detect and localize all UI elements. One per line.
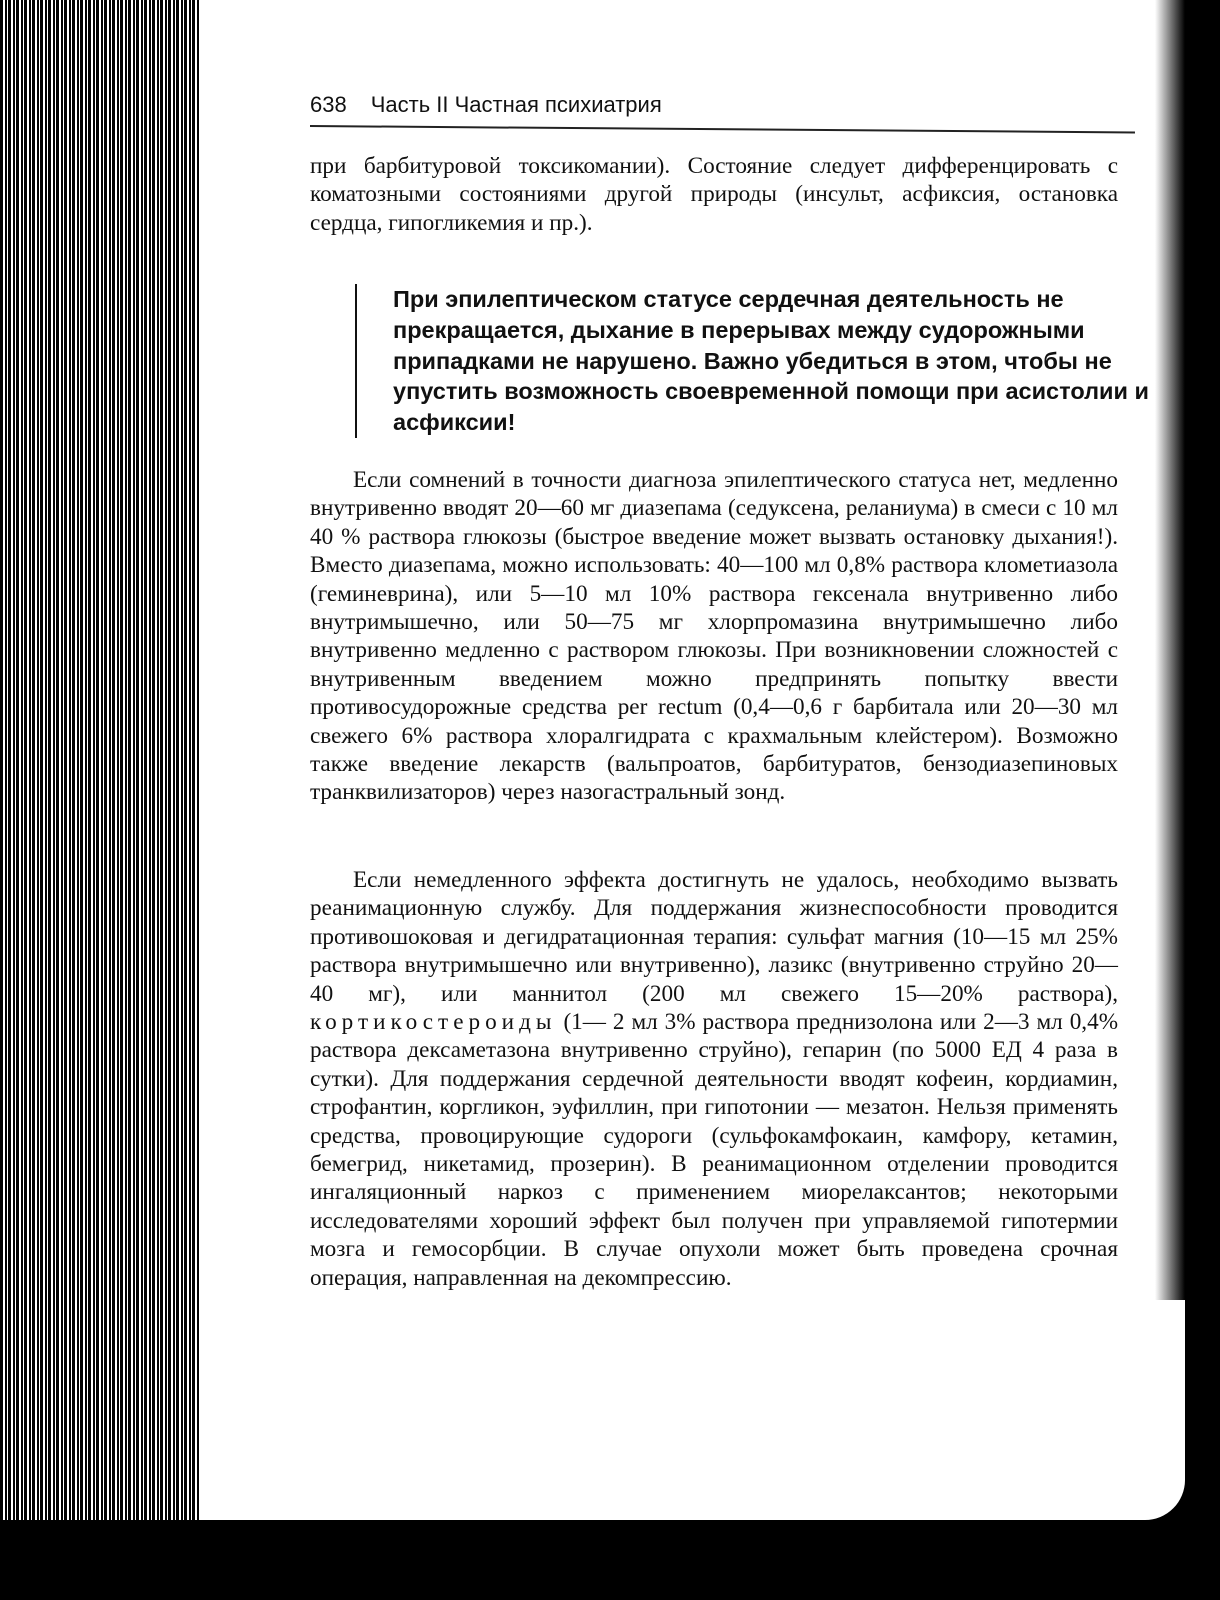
paragraph-continuation: при барбитуровой токсикомании). Состояние следует дифференцировать с коматозными состояниями другой природы (инсульт, асфиксия, остановка сердца, гипогликемия и пр.). — [310, 153, 1118, 236]
page-number: 638 — [310, 92, 347, 117]
paragraph-1: Если сомнений в точности диагноза эпилептического статуса нет, медленно внутривенно вводят 20—60 мг диазепама (седуксена, реланиума) в смеси с 10 мл 40 % раствора глюкозы (быстрое введение может вызвать остановку дыхания!). Вместо диазепама, можно использовать: 40—100 мл 0,8% раствора клометиазола (геминеврина), или 5—10 мл 10% раствора гексенала внутривенно либо внутримышечно, или 50—75 мг хлорпромазина внутримышечно либо внутривенно медленно с раствором глюкозы. При возникновении сложностей с внутривенным введением можно предпринять попытку ввести противосудорожные средства per rectum (0,4—0,6 г барбитала или 20—30 мл свежего 6% раствора хлоралгидрата с крахмальным клейстером). Возможно также введение лекарств (вальпроатов, барбитуратов, бензодиазепиновых транквилизаторов) через назогастральный зонд. — [310, 467, 1118, 806]
section-title: Часть II Частная психиатрия — [370, 92, 662, 117]
paragraph-2 — [310, 866, 1118, 1292]
running-header — [310, 92, 1070, 118]
header-rule — [310, 125, 1135, 133]
emphasis-term: кортикостероиды — [310, 1009, 557, 1036]
callout-text: При эпилептическом статусе сердечная деятельность не прекращается, дыхание в перерывах между судорожными припадками не нарушено. Важно убедиться в этом, чтобы не упустить возможность своевременной помощи при асистолии и асфиксии! — [393, 286, 1149, 436]
callout-box — [355, 284, 1153, 438]
page-curl-shadow — [1135, 0, 1185, 1300]
book-page — [200, 0, 1185, 1520]
book-page-edges — [0, 0, 215, 1520]
paragraph-2-part-1: Если немедленного эффекта достигнуть не удалось, необходимо вызвать реанимационную службу. Для поддержания жизнеспособности проводится противошоковая и дегидратационная терапия: сульфат магния (10—15 мл 25% раствора внутримышечно или внутривенно), лазикс (внутривенно струйно 20—40 мг), или маннитол (200 мл свежего 15—20% раствора), — [310, 867, 1118, 1007]
paragraph-2-part-2: (1— 2 мл 3% раствора преднизолона или 2—3 мл 0,4% раствора дексаметазона внутривенно струйно), гепарин (по 5000 ЕД 4 раза в сутки). Для поддержания сердечной деятельности вводят кофеин, кордиамин, строфантин, коргликон, эуфиллин, при гипотонии — мезатон. Нельзя применять средства, провоцирующие судороги (сульфокамфокаин, камфору, кетамин, бемегрид, никетамид, прозерин). В реанимационном отделении проводится ингаляционный наркоз с применением миорелаксантов; некоторыми исследователями хороший эффект был получен при управляемой гипотермии мозга и гемосорбции. В случае опухоли может быть проведена срочная операция, направленная на декомпрессию. — [310, 1009, 1119, 1291]
